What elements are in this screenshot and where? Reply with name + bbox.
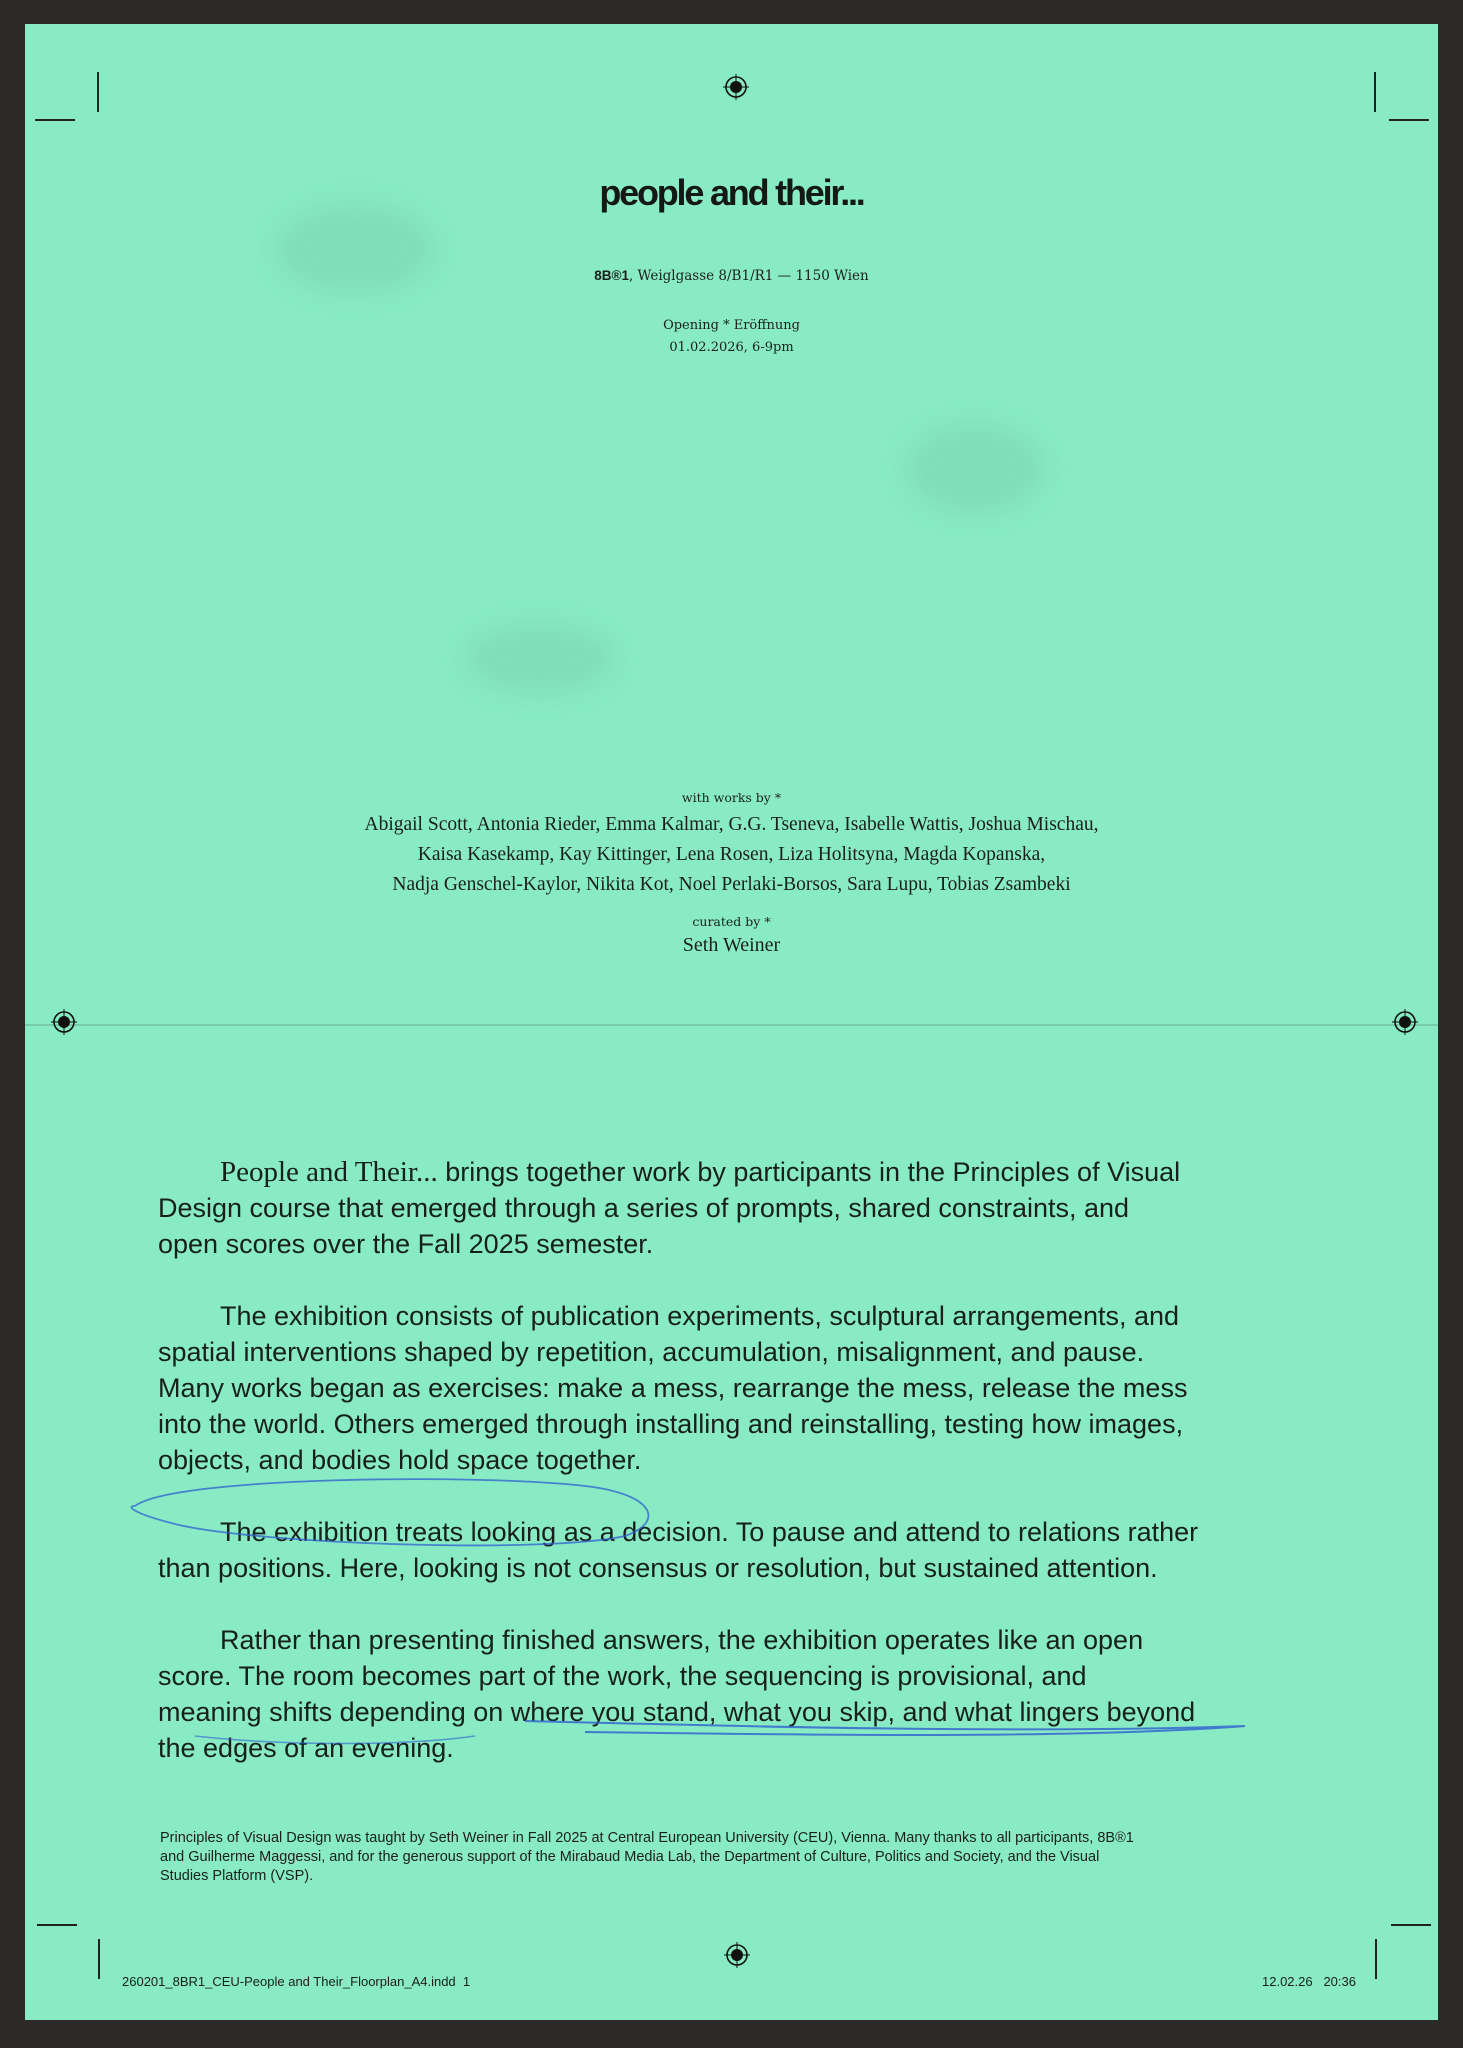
footnote-line: and Guilherme Maggessi, and for the generous support of the Mirabaud Media Lab, the Department of Culture, Politics and Society, and the Visual <box>160 1849 1100 1865</box>
paragraph-line: objects, and bodies hold space together. <box>158 1445 642 1475</box>
works-by-label: with works by * <box>681 790 782 805</box>
paragraph-line: the edges of an evening. <box>158 1733 454 1763</box>
slug-date: 12.02.26 <box>1262 1974 1313 1989</box>
paragraph-line: open scores over the Fall 2025 semester. <box>158 1229 654 1259</box>
registration-mark-icon <box>1392 1009 1418 1035</box>
venue-street: , Weiglgasse 8/B1/R1 — 1150 Wien <box>628 268 869 284</box>
artist-line: Abigail Scott, Antonia Rieder, Emma Kalmar, G.G. Tseneva, Isabelle Wattis, Joshua Mischau, <box>364 814 1099 835</box>
artist-line: Kaisa Kasekamp, Kay Kittinger, Lena Rosen, Liza Holitsyna, Magda Kopanska, <box>417 844 1046 865</box>
paragraph-line: Many works began as exercises: make a mess, rearrange the mess, release the mess <box>158 1373 1188 1403</box>
fold-line <box>25 1024 1438 1026</box>
curated-by-label: curated by * <box>692 914 771 929</box>
paragraph-line: score. The room becomes part of the work, the sequencing is provisional, and <box>158 1661 1087 1691</box>
print-slug-timestamp <box>1262 1974 1356 1989</box>
slug-filename: 260201_8BR1_CEU-People and Their_Floorplan_A4.indd <box>122 1974 456 1989</box>
slug-time: 20:36 <box>1323 1974 1356 1989</box>
acknowledgements <box>160 1829 1340 1886</box>
paragraph-line: into the world. Others emerged through installing and reinstalling, testing how images, <box>158 1409 1184 1439</box>
venue-space-name: 8B®1 <box>594 268 629 283</box>
exhibition-title: people and their... <box>599 172 864 213</box>
footnote-line: Principles of Visual Design was taught by Seth Weiner in Fall 2025 at Central European University (CEU), Vienna. Many thanks to all participants, 8B®1 <box>160 1830 1134 1846</box>
opening-info <box>25 315 1438 359</box>
paragraph-line: The exhibition consists of publication experiments, sculptural arrangements, and <box>220 1301 1180 1331</box>
paragraph-line: The exhibition treats looking as a decision. To pause and attend to relations rather <box>220 1517 1199 1547</box>
paragraph-line: spatial interventions shaped by repetition, accumulation, misalignment, and pause. <box>158 1337 1145 1367</box>
footnote-line: Studies Platform (VSP). <box>160 1868 314 1884</box>
exhibition-text <box>158 1154 1378 1766</box>
artist-list <box>25 810 1438 900</box>
paragraph-line: Design course that emerged through a series of prompts, shared constraints, and <box>158 1193 1130 1223</box>
registration-mark-icon <box>51 1009 77 1035</box>
paragraph-line: than positions. Here, looking is not consensus or resolution, but sustained attention. <box>158 1553 1158 1583</box>
crop-mark-icon <box>97 72 99 112</box>
slug-page: 1 <box>462 1974 471 1989</box>
flyer-sheet <box>25 24 1438 2020</box>
paper-smudge <box>465 624 615 694</box>
artist-line: Nadja Genschel-Kaylor, Nikita Kot, Noel Perlaki-Borsos, Sara Lupu, Tobias Zsambeki <box>392 874 1071 895</box>
paragraph-line: Rather than presenting finished answers, the exhibition operates like an open <box>220 1625 1144 1655</box>
curator-name: Seth Weiner <box>682 934 781 956</box>
venue-address <box>25 268 1438 284</box>
print-slug-filename <box>122 1974 470 1989</box>
opening-date: 01.02.2026, 6-9pm <box>669 340 794 355</box>
paragraph-line: meaning shifts depending on where you stand, what you skip, and what lingers beyond <box>158 1697 1196 1727</box>
crop-mark-icon <box>1374 72 1376 112</box>
paragraph-line: People and Their... brings together work by participants in the Principles of Visual <box>220 1156 1181 1188</box>
crop-mark-icon <box>35 119 75 121</box>
crop-mark-icon <box>37 1924 77 1926</box>
crop-mark-icon <box>98 1939 100 1979</box>
registration-mark-icon <box>723 74 749 100</box>
opening-label: Opening * Eröffnung <box>663 318 800 333</box>
registration-mark-icon <box>724 1942 750 1968</box>
inline-title: People and Their... <box>220 1156 438 1188</box>
crop-mark-icon <box>1389 119 1429 121</box>
crop-mark-icon <box>1375 1939 1377 1979</box>
crop-mark-icon <box>1391 1924 1431 1926</box>
paper-smudge <box>905 424 1045 514</box>
